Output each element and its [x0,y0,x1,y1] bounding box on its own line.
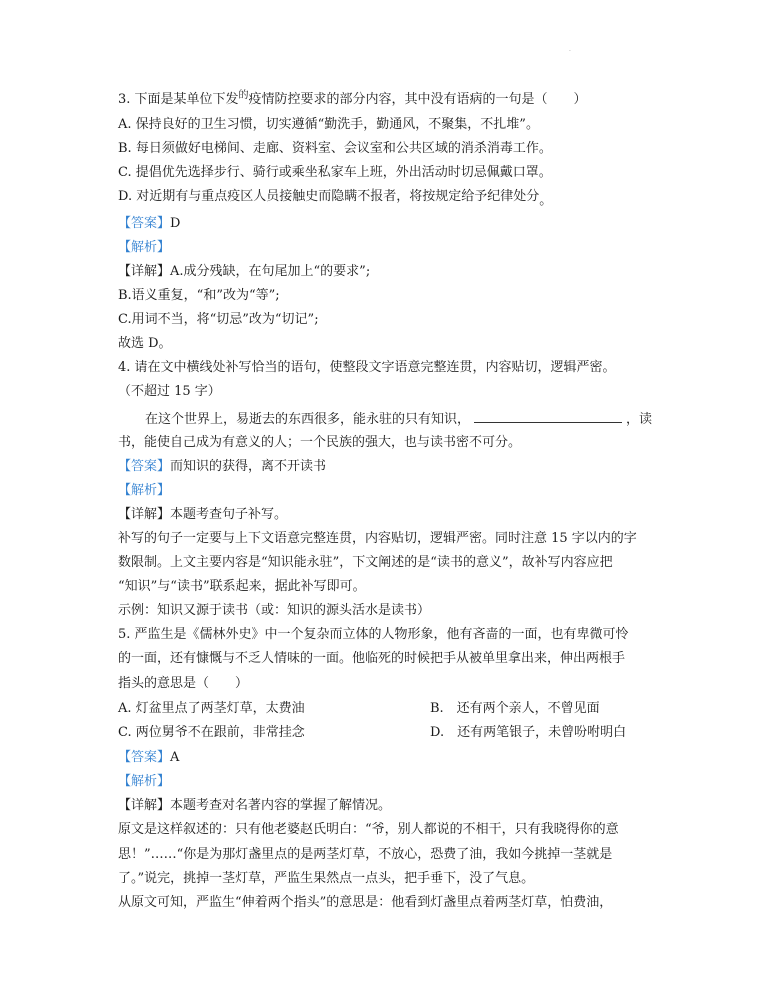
q3-option-a: A. 保持良好的卫生习惯，切实遵循“勤洗手，勤通风，不聚集，不扎堆”。 [118,117,539,132]
q5-option-c: C. 两位舅爷不在跟前，非常挂念 [118,725,305,740]
q5-detail-5: 从原文可知，严监生“伸着两个指头”的意思是：他看到灯盏里点着两茎灯草，怕费油， [118,895,613,910]
q5-stem-2: 的一面，还有慷慨与不乏人情味的一面。他临死的时候把手从被单里拿出来，伸出两根手 [118,651,626,666]
q3-stem-text-b: 疫情防控要求的部分内容，其中没有语病的一句是（ ） [248,92,587,107]
q4-detail-1-text: 本题考查句子补写。 [170,507,288,522]
q3-detail-1-text: A.成分残缺，在句尾加上“的要求”; [170,264,371,279]
q3-option-d [118,189,553,208]
q4-detail-3: 数限制。上文主要内容是“知识能永驻”，下文阐述的是“读书的意义”，故补写内容应把 [118,555,613,570]
q4-answer [118,459,326,475]
q4-passage-1-text-a: 在这个世界上，易逝去的东西很多，能永驻的只有知识， [145,412,471,427]
q4-passage-1 [145,410,652,428]
q3-option-d-end: 。 [539,193,553,208]
q3-stem-text-a: 3. 下面是某单位下发 [118,92,239,107]
q4-answer-blank [474,410,622,423]
q3-detail-3: C.用词不当，将“切忌”改为“切记”; [118,312,319,327]
q4-passage-1-text-b: ，读 [626,412,653,427]
q3-analysis-tag: 【解析】 [118,240,171,255]
q5-answer-tag: 【答案】 [118,750,171,765]
q3-answer-value: D [170,216,181,231]
q4-detail-tag: 【详解】 [118,507,171,522]
q5-option-a: A. 灯盆里点了两茎灯草，太费油 [118,701,305,716]
q4-detail-1 [118,507,287,523]
q3-stem [118,92,587,109]
q4-answer-tag: 【答案】 [118,459,171,474]
q3-option-d-text: D. 对近期有与重点疫区人员接触史而隐瞒不报者，将按规定给予纪律处分 [118,189,540,204]
q4-stem-1: 4. 请在文中横线处补写恰当的语句，使整段文字语意完整连贯，内容贴切，逻辑严密。 [118,360,616,375]
q3-stem-sup: 的 [238,90,249,101]
q5-detail-4: 了。”说完，挑掉一茎灯草，严监生果然点一点头，把手垂下，没了气息。 [118,871,535,886]
q5-detail-2: 原文是这样叙述的：只有他老婆赵氏明白：“爷，别人都说的不相干，只有我晓得你的意 [118,822,619,837]
q3-option-b: B. 每日须做好电梯间、走廊、资料室、会议室和公共区域的消杀消毒工作。 [118,141,552,156]
q4-detail-5: 示例：知识又源于读书（或：知识的源头活水是读书） [118,603,431,618]
q5-answer [118,750,179,766]
q4-stem-2: （不超过 15 字） [118,384,221,399]
q4-answer-value: 而知识的获得，离不开读书 [170,459,327,474]
q5-option-b: B. 还有两个亲人，不曾见面 [430,701,600,716]
q3-answer [118,216,180,232]
q5-detail-tag: 【详解】 [118,798,171,813]
q5-detail-1-text: 本题考查对名著内容的掌握了解情况。 [170,798,392,813]
q4-passage-2: 书，能使自己成为有意义的人；一个民族的强大，也与读书密不可分。 [118,435,522,450]
q3-detail-tag: 【详解】 [118,264,171,279]
page-mark: · [569,48,571,55]
q5-detail-1 [118,798,391,814]
q5-analysis-tag: 【解析】 [118,774,171,789]
q3-detail-2: B.语义重复，“和”改为“等”; [118,288,280,303]
q4-detail-4: “知识”与“读书”联系起来，据此补写即可。 [118,579,366,594]
q4-detail-2: 补写的句子一定要与上下文语意完整连贯，内容贴切，逻辑严密。同时注意 15 字以内的字 [118,531,637,546]
q5-detail-3: 思！”……“你是为那灯盏里点的是两茎灯草，不放心，恐费了油，我如今挑掉一茎就是 [118,847,613,862]
q3-answer-tag: 【答案】 [118,216,171,231]
q5-option-d: D. 还有两笔银子，未曾吩咐明白 [430,725,627,740]
q3-detail-4: 故选 D。 [118,336,172,351]
q3-option-c: C. 提倡优先选择步行、骑行或乘坐私家车上班，外出活动时切忌佩戴口罩。 [118,165,552,180]
q5-answer-value: A [170,750,180,765]
q3-detail-1 [118,264,370,280]
q4-analysis-tag: 【解析】 [118,483,171,498]
q5-stem-3: 指头的意思是（ ） [118,676,249,691]
q5-stem-1: 5. 严监生是《儒林外史》中一个复杂而立体的人物形象，他有吝啬的一面，也有卑微可怜 [118,627,629,642]
